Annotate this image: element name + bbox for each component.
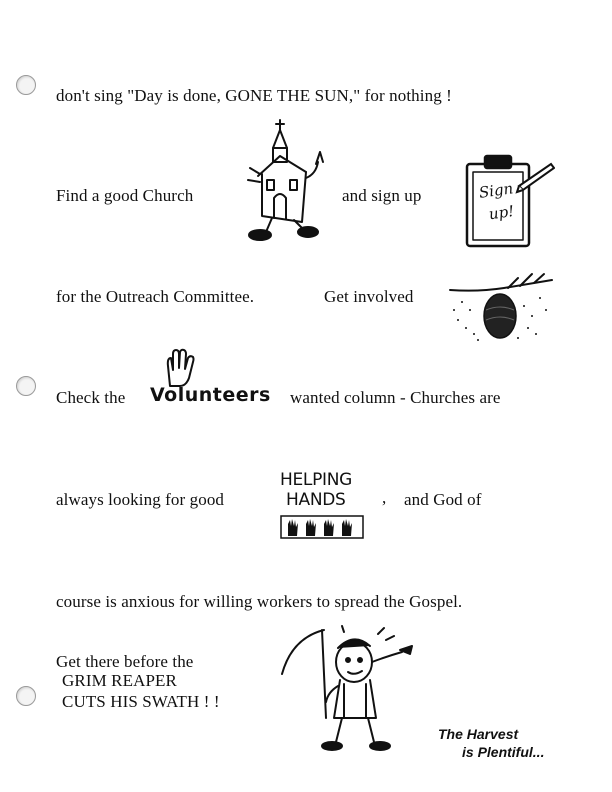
raised-hand-icon [160,348,200,388]
clipboard-sign-up-illustration [463,152,555,250]
farmer-with-scythe-illustration [278,622,428,754]
hornet-nest-illustration [448,270,556,346]
text-sign-up: and sign up [342,186,422,205]
volunteers-logo [150,348,280,420]
harvest-caption-line-1: The Harvest [438,726,519,742]
binder-hole-middle [16,376,36,396]
helping-hands-logo [278,470,370,542]
text-cuts-his-swath: CUTS HIS SWATH ! ! [62,692,220,711]
text-find-church: Find a good Church [56,186,194,205]
text-always-looking: always looking for good [56,490,225,509]
binder-hole-bottom [16,686,36,706]
text-outreach-committee: for the Outreach Committee. [56,287,255,306]
text-get-involved: Get involved [324,287,414,306]
volunteers-wordmark: Volunteers [150,384,271,406]
text-wanted-column: wanted column - Churches are [290,388,501,407]
sign-up-handwriting: Sign [477,179,515,202]
hands-row-icon [280,514,364,540]
sign-up-handwriting-2: up! [487,201,516,224]
text-course-is-anxious: course is anxious for willing workers to spread the Gospel. [56,592,463,611]
helping-word: HELPING [280,470,353,490]
text-comma: , [382,488,387,507]
harvest-caption-line-2: is Plentiful... [462,744,545,760]
binder-hole-top [16,75,36,95]
text-grim-reaper: GRIM REAPER [62,671,177,690]
text-line-gone-the-sun: don't sing "Day is done, GONE THE SUN," for nothing ! [56,86,452,105]
walking-church-illustration [240,118,330,246]
hands-word: HANDS [286,490,346,510]
text-check-the: Check the [56,388,126,407]
text-get-there: Get there before the [56,652,194,671]
text-and-god-of: and God of [404,490,482,509]
